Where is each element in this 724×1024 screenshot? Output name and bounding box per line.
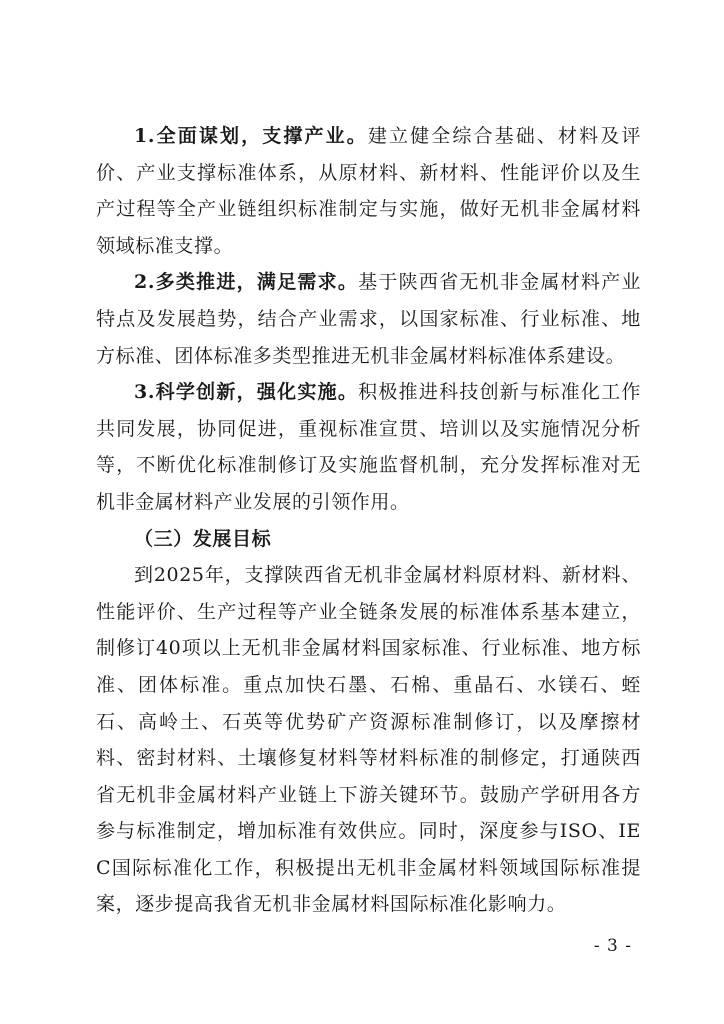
- principle-paragraph-1: [96, 118, 641, 264]
- principle-text-2: 基于陕西省无机非金属材料产业特点及发展趋势，结合产业需求，以国家标准、行业标准、地方标准、团体标准多类型推进无机非金属材料标准体系建设。: [96, 271, 641, 367]
- principle-lead-1: 1.全面谋划，支撑产业。: [134, 125, 368, 147]
- principle-paragraph-2: [96, 264, 641, 374]
- principle-lead-2: 2.多类推进，满足需求。: [134, 271, 359, 294]
- principle-text-3: 积极推进科技创新与标准化工作共同发展，协同促进，重视标准宣贯、培训以及实施情况分析等，不断优化标准制修订及实施监督机制，充分发挥标准对无机非金属材料产业发展的引领作用。: [96, 381, 641, 513]
- page-number: - 3 -: [593, 936, 632, 956]
- document-body: [96, 118, 641, 923]
- principle-lead-3: 3.科学创新，强化实施。: [134, 381, 359, 404]
- goals-paragraph: 到2025年，支撑陕西省无机非金属材料原材料、新材料、性能评价、生产过程等产业全链条发展的标准体系基本建立，制修订40项以上无机非金属材料国家标准、行业标准、地方标准、团体标准。重点加快石墨、石棉、重晶石、水镁石、蛭石、高岭土、石英等优势矿产资源标准制修订，以及摩擦材料、密封材料、土壤修复材料等材料标准的制修定，打通陕西省无机非金属材料产业链上下游关键环节。鼓励产学研用各方参与标准制定，增加标准有效供应。同时，深度参与ISO、IEC国际标准化工作，积极提出无机非金属材料领域国际标准提案，逐步提高我省无机非金属材料国际标准化影响力。: [96, 564, 641, 916]
- principle-text-1: 建立健全综合基础、材料及评价、产业支撑标准体系，从原材料、新材料、性能评价以及生产过程等全产业链组织标准制定与实施，做好无机非金属材料领域标准支撑。: [96, 125, 641, 257]
- section-heading-goals: （三）发展目标: [134, 527, 272, 550]
- principle-paragraph-3: [96, 374, 641, 520]
